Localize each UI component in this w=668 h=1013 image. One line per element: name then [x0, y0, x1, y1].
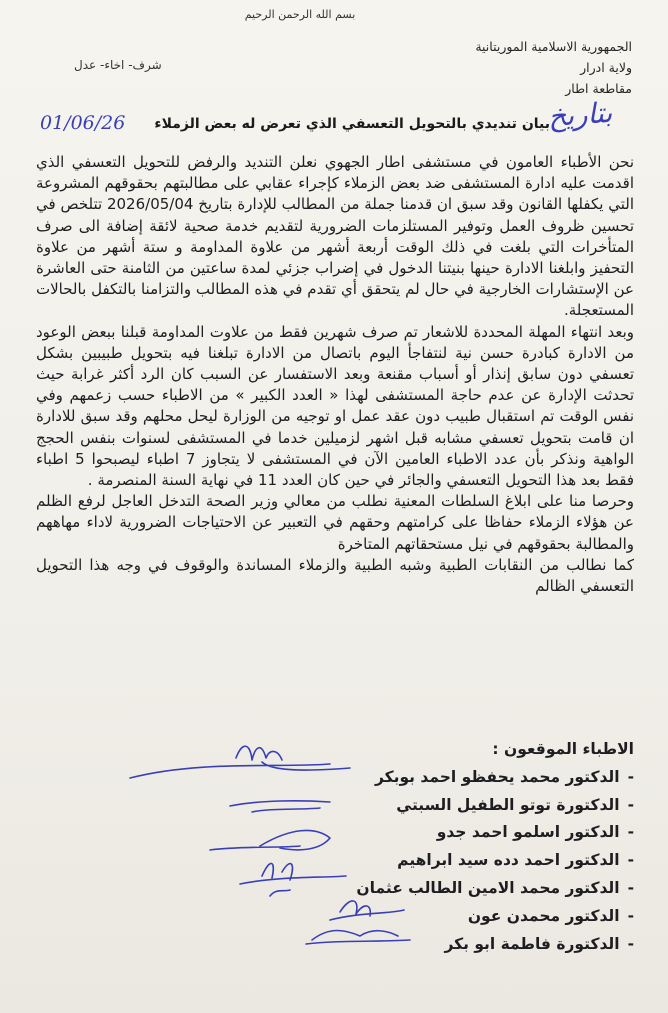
paragraph-4: كما نطالب من النقابات الطبية وشبه الطبية والزملاء المساندة والوقوف في وجه هذا التحويل التعسفي الظالم: [36, 555, 634, 596]
signatory-name: الدكتور احمد دده سيد ابراهيم: [397, 851, 620, 870]
national-motto: شرف- اخاء- عدل: [74, 58, 162, 72]
signatories-block: [36, 736, 634, 958]
signatory-name: الدكتور اسلمو احمد جدو: [436, 823, 620, 842]
signatory-item: [36, 875, 634, 903]
statement-title: بيان تنديدي بالتحويل التعسفي الذي تعرض له بعض الزملاء: [154, 116, 550, 132]
list-dash: -: [627, 767, 634, 786]
list-dash: -: [627, 934, 634, 953]
signatory-name: الدكتورة توتو الطفيل السبتي: [396, 795, 620, 814]
list-dash: -: [627, 795, 634, 814]
list-dash: -: [627, 851, 634, 870]
paragraph-3: وحرصا منا على ابلاغ السلطات المعنية نطلب من معالي وزير الصحة التدخل العاجل لرفع الظلم عن هؤلاء الزملاء حفاظا على كرامتهم وحقهم في التعبير عن الاحتياجات الضرورية لاداء مهاههم والمطالبة بحقوقهم في نيل مستحقاتهم المتاخرة: [36, 492, 634, 553]
header-authority-block: [372, 36, 632, 99]
statement-body: [36, 152, 634, 597]
list-dash: -: [627, 878, 634, 897]
signatory-item: [36, 931, 634, 959]
signatory-name: الدكتور محمدن عون: [467, 906, 620, 925]
list-dash: -: [627, 906, 634, 925]
signatory-item: [36, 764, 634, 792]
basmala: بسم الله الرحمن الرحيم: [244, 8, 356, 21]
signatory-name: الدكتورة فاطمة ابو بكر: [444, 934, 620, 953]
moughataa-line: مقاطعة اطار: [565, 81, 632, 96]
signatory-item: [36, 792, 634, 820]
wilaya-line: ولاية ادرار: [580, 60, 632, 75]
signatory-item: [36, 819, 634, 847]
list-dash: -: [627, 823, 634, 842]
signatory-item: [36, 903, 634, 931]
signatories-heading: الاطباء الموقعون :: [492, 740, 634, 758]
republic-line: الجمهورية الاسلامية الموريتانية: [475, 39, 632, 54]
signatory-name: الدكتور محمد الامين الطالب عثمان: [356, 878, 620, 897]
date-value-handwritten: 01/06/26: [40, 112, 126, 134]
paragraph-1: نحن الأطباء العامون في مستشفى اطار الجهوي نعلن التنديد والرفض للتحويل التعسفي الذي اقدمت عليه ادارة المستشفى ضد بعض الزملاء كإجراء عقابي على مطالبتهم بحقوقهم المشروعة التي يكفلها القانون وقد سبق ان قدمنا جملة من المطالب للإدارة بتاريخ 2026/05/04 تتلخص في تحسين ظروف العمل وتوفير المستلزمات الضرورية لتقديم خدمة صحية لائقة إضافة الى صرف المتأخرات التي بلغت في ذلك الوقت أربعة أشهر من علاوة المداومة و ستة أشهر من علاوة التحفيز وابلغنا الادارة حينها بنيتنا الدخول في إضراب جزئي لمدة ساعتين من الثامنة حتى العاشرة عن الإستشارات الخارجية في حال لم يتحقق أي تقدم في هذه المطالب والتزامنا بالتكفل بالحالات المستعجلة.: [36, 153, 634, 320]
date-label-handwritten: بتاريخ: [546, 95, 614, 134]
signatory-item: [36, 847, 634, 875]
paragraph-2: وبعد انتهاء المهلة المحددة للاشعار تم صرف شهرين فقط من علاوت المداومة قبلنا ببعض الوعود من الادارة كبادرة حسن نية لنتفاجأ اليوم باتصال من الادارة تبلغنا فيه بتحويل طبيبين بشكل تعسفي دون سابق إنذار أو أسباب مقنعة وبعد الاستفسار عن السبب كان الرد أكثر غرابة حيث تحدثت الإدارة عن عدم حاجة المستشفى لهذا « العدد الكبير » من الاطباء حسب زعمهم وفي نفس الوقت تم استقبال طبيب دون عقد عمل او توجيه من الوزارة ليحل محلهم وقد سبق للادارة ان قامت بتحويل تعسفي مشابه قبل اشهر لزميلين خدما في المستشفى لسنوات بنفس الحجج الواهية ونذكر بأن عدد الاطباء العامين الآن في المستشفى لا يتجاوز 7 اطباء ليصبحوا 5 اطباء فقط بعد هذا التحويل التعسفي والجائر في حين كان العدد 11 في نهاية السنة المنصرمة .: [36, 322, 634, 490]
signatory-name: الدكتور محمد يحفظو احمد بوبكر: [374, 767, 620, 786]
